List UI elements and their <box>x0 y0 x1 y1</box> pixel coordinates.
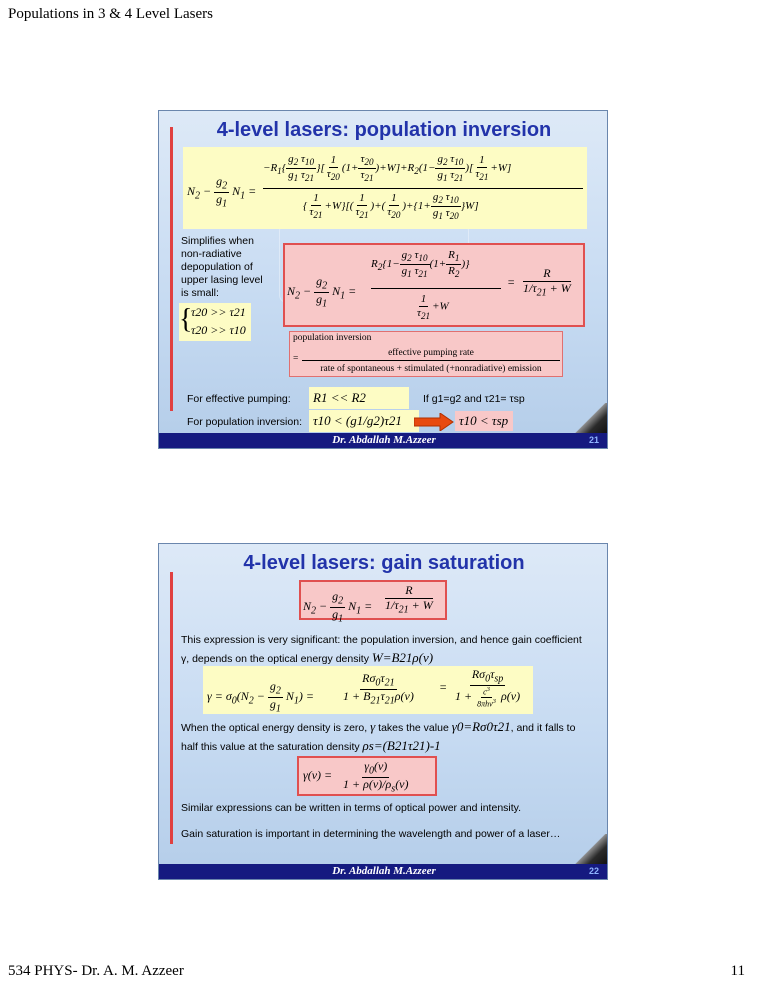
conditions-box: { τ20 >> τ21 τ20 >> τ10 <box>179 303 251 341</box>
page-footer-course: 534 PHYS- Dr. A. M. Azzeer <box>8 963 184 979</box>
paragraph-4: Gain saturation is important in determining the wavelength and power of a laser… <box>181 828 561 840</box>
if-text: If g1=g2 and τ21= τsp <box>423 393 525 405</box>
inversion-equation: $N_2$ − $\frac{g_2}{g_1}$ $N_1$ = $\frac{R}{1/\tau_{21} + W}$ <box>299 580 447 620</box>
condition-2: τ20 >> τ10 <box>191 323 246 337</box>
condition-1: τ20 >> τ21 <box>191 305 246 319</box>
accent-bar <box>170 572 173 844</box>
paragraph-2-expr-2: ρs=(B21τ21)-1 <box>362 738 441 753</box>
footer-author: Dr. Abdallah M.Azzeer <box>332 865 436 877</box>
inversion-label: For population inversion: <box>187 416 302 428</box>
saturation-equation: γ(ν) = $\frac{\gamma_0(\nu)}{1 + \rho(\nu)/\rho_s(\nu)}$ <box>297 756 437 796</box>
slide-21 <box>158 110 608 449</box>
footer-author: Dr. Abdallah M.Azzeer <box>332 434 436 446</box>
paragraph-3: Similar expressions can be written in terms of optical power and intensity. <box>181 802 522 814</box>
page-curl <box>575 403 607 433</box>
paragraph-1-expr: W=B21ρ(ν) <box>371 650 434 665</box>
paragraph-2-text-c: , and it falls to half this value at the saturation density <box>181 722 576 753</box>
paragraph-2-text-a: When the optical energy density is zero, <box>181 722 368 734</box>
definition-numerator: effective pumping rate <box>302 346 560 361</box>
slide-footer <box>159 864 608 879</box>
simplified-equation: $N_2$ − $\frac{g_2}{g_1}$ $N_1$ = $R_2\{1-$ $\frac{g_2 \tau_{10}}{g_1 \tau_{21}}$ (1+ $\frac{R_1}{R_2}$ )} $\frac{1}{\tau_{21}}$ +W = $\frac{R}{1/\tau_{21} + W}$ <box>283 243 585 327</box>
slide-number: 21 <box>588 435 599 445</box>
paragraph-2-expr: γ0=Rσ0τ21 <box>451 719 511 734</box>
paragraph-1 <box>181 632 591 668</box>
pumping-label: For effective pumping: <box>187 393 291 405</box>
gain-equation: $\gamma = \sigma_0(N_2$ − $\frac{g_2}{g_1}$ $N_1$) = $\frac{R\sigma_0\tau_{21}}{1 + B_{21}\tau_{21}\rho(\nu)}$ = $R\sigma_0\tau_{sp}$ 1 + $\frac{c^3}{8\pi h\nu^3}$ ρ(ν) <box>203 666 533 714</box>
slide-number: 22 <box>588 866 599 876</box>
arrow-icon <box>414 413 454 431</box>
result-expr: τ10 < τsp <box>455 411 513 431</box>
definition-box: population inversion = effective pumping rate rate of spontaneous + stimulated (+nonradiative) emission <box>289 331 563 377</box>
definition-denominator: rate of spontaneous + stimulated (+nonradiative) emission <box>320 364 542 374</box>
slide-footer <box>159 433 608 448</box>
pumping-expr: R1 << R2 <box>309 387 409 409</box>
paragraph-1-text: This expression is very significant: the population inversion, and hence gain coefficient γ, depends on the optical energy density <box>181 634 582 665</box>
slide-title: 4-level lasers: population inversion <box>216 119 552 141</box>
definition-label: population inversion <box>293 333 372 343</box>
simplifies-text: Simplifies when non-radiative depopulation of upper lasing level is small: <box>181 235 263 299</box>
page-number: 11 <box>730 963 745 979</box>
inversion-expr: τ10 < (g1/g2)τ21 <box>309 410 419 432</box>
accent-bar <box>170 127 173 411</box>
paragraph-2-text-b: takes the value <box>378 722 449 734</box>
slide-title: 4-level lasers: gain saturation <box>243 552 525 574</box>
paragraph-2: When the optical energy density is zero, γ takes the value γ0=Rσ0τ21, and it falls to half this value at the saturation density ρs=(B21τ21)-1 <box>181 719 576 753</box>
page-curl <box>575 834 607 864</box>
slide-22 <box>158 543 608 880</box>
page-header: Populations in 3 & 4 Level Lasers <box>8 6 213 22</box>
main-equation: $N_2$ − $\frac{g_2}{g_1}$ $N_1$ = $-R_1${ $\frac{g_2 \tau_{10}}{g_1 \tau_{21}}$ }[ $\frac{1}{\tau_{20}}$ (1+ $\frac{\tau_{20}}{\tau_{21}}$ )$+W]+R_2(1-$ $\frac{g_2 \tau_{10}}{g_1 \tau_{21}}$ )[ $\frac{1}{\tau_{21}}$ +W] { $\frac{1}{\tau_{21}}$ +W}[( $\frac{1}{\tau_{21}}$ )+( $\frac{1}{\tau_{20}}$ )+{1+ $\frac{g_2 \tau_{10}}{g_1 \tau_{20}}$ }W] <box>183 147 587 229</box>
